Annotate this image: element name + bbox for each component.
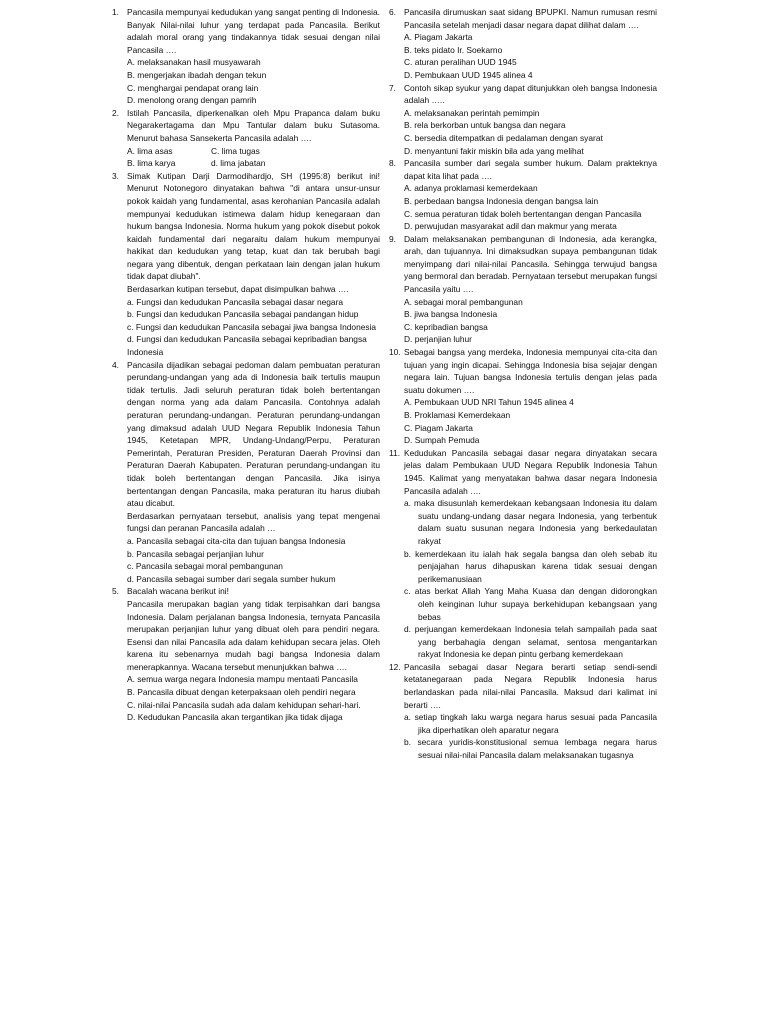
question-number: 12.: [389, 661, 401, 672]
answer-option: c. Pancasila sebagai moral pembangunan: [127, 561, 283, 572]
question-number: 5.: [112, 586, 119, 597]
answer-option: C. menghargai pendapat orang lain: [127, 82, 259, 93]
answer-option: A. lima asas: [127, 145, 173, 156]
question-stem: [404, 6, 657, 31]
question-stem: [404, 447, 657, 497]
answer-option: A. melaksanakan perintah pemimpin: [404, 107, 540, 118]
answer-option: a. setiap tingkah laku warga negara harus sesuai pada Pancasila jika diperhatikan oleh aparatur negara: [404, 712, 657, 735]
question-number: 4.: [112, 359, 119, 370]
question-text: Pancasila sumber dari segala sumber hukum. Dalam prakteknya dapat kita lihat pada ….: [404, 158, 657, 181]
answer-option: B. lima karya: [127, 158, 176, 169]
answer-option: A. Pembukaan UUD NRI Tahun 1945 alinea 4: [404, 397, 574, 408]
answer-option: b. Fungsi dan kedudukan Pancasila sebagai pandangan hidup: [127, 309, 359, 320]
question-text: Pancasila dijadikan sebagai pedoman dalam pembuatan peraturan perundang-undangan yang ada di Indonesia baik tertulis maupun tidak tertulis. Jadi seluruh peraturan tidak boleh bertentangan dengan norma yang ada dalam Pancasila. Contohnya adalah peraturan perundang-undangan. Peraturan perundang-undangan yang dimaksud adalah UUD Negara Republik Indonesia Tahun 1945, Ketetapan MPR, Undang-Undang/Perpu, Peraturan Pemerintah, Peraturan Presiden, Peraturan Daerah Provinsi dan Peraturan Daerah Kabupaten. Peraturan perundang-undangan itu tidak boleh bertentangan dengan Pancasila. Jika isinya bertentangan dengan Pancasila, maka peraturan itu harus diubah atau dicabut.: [127, 359, 380, 509]
answer-option: B. mengerjakan ibadah dengan tekun: [127, 69, 267, 80]
question-item: [112, 170, 380, 359]
question-item: [389, 346, 657, 447]
question-stem: [127, 107, 380, 145]
answer-option: A. Piagam Jakarta: [404, 32, 473, 43]
answer-option: B. jiwa bangsa Indonesia: [404, 309, 498, 320]
answer-option: a. Pancasila sebagai cita-cita dan tujuan bangsa Indonesia: [127, 535, 346, 546]
answer-option: A. semua warga negara Indonesia mampu mentaati Pancasila: [127, 674, 358, 685]
answer-option: C. lima tugas: [211, 145, 260, 156]
answer-option: a. maka disusunlah kemerdekaan kebangsaan Indonesia itu dalam suatu undang-undang dasar negara Indonesia, yang terbentuk dalam suatu susunan negara Indonesia yang berkedaulatan rakyat: [404, 498, 657, 546]
question-number: 10.: [389, 347, 401, 358]
question-stem: [404, 82, 657, 107]
answer-option: B. Pancasila dibuat dengan keterpaksaan oleh pendiri negara: [127, 687, 356, 698]
answer-option: C. Piagam Jakarta: [404, 422, 473, 433]
answer-option: A. adanya proklamasi kemerdekaan: [404, 183, 538, 194]
question-text: Istilah Pancasila, diperkenalkan oleh Mpu Prapanca dalam buku Negarakertagama dan Mpu Tantular dalam buku Sutasoma. Menurut bahasa Sansekerta Pancasila adalah ….: [127, 107, 380, 143]
answer-option: c. atas berkat Allah Yang Maha Kuasa dan dengan didorongkan oleh keinginan luhur supaya berkehidupan kebangsaan yang bebas: [404, 586, 657, 622]
question-item: [389, 82, 657, 158]
answer-option: D. Pembukaan UUD 1945 alinea 4: [404, 69, 533, 80]
question-number: 9.: [389, 233, 396, 244]
question-text: Berdasarkan pernyataan tersebut, analisis yang tepat mengenai fungsi dan peranan Pancasila adalah …: [127, 510, 380, 534]
answer-option: d. Fungsi dan kedudukan Pancasila sebagai kepribadian bangsa Indonesia: [127, 334, 367, 358]
question-item: [112, 6, 380, 107]
question-number: 7.: [389, 82, 396, 93]
question-stem: [404, 233, 657, 296]
question-item: [112, 359, 380, 586]
answer-option: D. perjanjian luhur: [404, 334, 472, 345]
answer-option: B. Proklamasi Kemerdekaan: [404, 410, 511, 420]
answer-option: C. nilai-nilai Pancasila sudah ada dalam kehidupan sehari-hari.: [127, 699, 361, 710]
right-column: [389, 6, 657, 762]
answer-option: B. teks pidato Ir. Soekarno: [404, 44, 503, 55]
question-number: 11.: [389, 447, 401, 458]
question-text: Contoh sikap syukur yang dapat ditunjukkan oleh bangsa Indonesia adalah …..: [404, 82, 657, 106]
question-text: Pancasila mempunyai kedudukan yang sangat penting di Indonesia. Banyak Nilai-nilai luhur yang terdapat pada Pancasila. Berikut adalah moral orang yang tindakannya tidak sesuai dengan nilai Pancasila ….: [127, 7, 380, 55]
question-item: [112, 107, 380, 170]
answer-option: C. aturan peralihan UUD 1945: [404, 57, 517, 68]
answer-option: a. Fungsi dan kedudukan Pancasila sebagai dasar negara: [127, 296, 344, 307]
answer-option: D. menolong orang dengan pamrih: [127, 95, 257, 106]
question-text: Pancasila sebagai dasar Negara berarti setiap sendi-sendi ketatanegaraan pada Negara Republik Indonesia harus berlandaskan pada nilai-nilai Pancasila. Maksud dari kalimat ini berarti ….: [404, 661, 657, 710]
answer-option: d. perjuangan kemerdekaan Indonesia telah sampailah pada saat yang berbahagia dengan selamat, sentosa mengantarkan rakyat Indonesia ke depan pintu gerbang kemerdekaan: [404, 624, 657, 660]
question-number: 3.: [112, 170, 119, 181]
answer-option: D. menyantuni fakir miskin bila ada yang melihat: [404, 145, 584, 156]
answer-option: C. kepribadian bangsa: [404, 321, 488, 332]
question-number: 6.: [389, 7, 396, 17]
answer-option: D. Kedudukan Pancasila akan tergantikan jika tidak dijaga: [127, 712, 343, 723]
question-text: Kedudukan Pancasila sebagai dasar negara dinyatakan secara jelas dalam Pembukaan UUD Negara Republik Indonesia Tahun 1945. Kalimat yang menyatakan bahwa dasar negara Indonesia Pancasila adalah ….: [404, 447, 657, 496]
question-number: 8.: [389, 158, 396, 169]
question-stem: [404, 346, 657, 396]
question-item: [389, 233, 657, 346]
answer-option: b. kemerdekaan itu ialah hak segala bangsa dan oleh sebab itu penjajahan harus dihapuskan karena tidak sesuai dengan perikemanusiaan: [404, 548, 657, 584]
question-text: Dalam melaksanakan pembangunan di Indonesia, ada kerangka, arah, dan tujuannya. Ini dimaksudkan supaya pembangunan tidak menyimpang dari nilai-nilai Pancasila. Sehingga terwujud bangsa yang bermoral dan beradab. Pernyataan tersebut merupakan fungsi Pancasila yaitu ….: [404, 233, 657, 295]
answer-option: c. Fungsi dan kedudukan Pancasila sebagai jiwa bangsa Indonesia: [127, 321, 377, 332]
question-number: 1.: [112, 7, 119, 17]
answer-option: d. lima jabatan: [211, 158, 266, 169]
question-text: Simak Kutipan Darji Darmodihardjo, SH (1995:8) berikut ini! Menurut Notonegoro dinyatakan bahwa "di antara unsur-unsur pokok kaidah yang fundamental, asas kerohanian Pancasila adalah mempunyai kedudukan istimewa dalam hidup kenegaraan dan hukum bangsa Indonesia. Norma hukum yang pokok disebut pokok kaidah fundamental dari negaraitu dalam hukum mempunyai hakikat dan kedudukan yang tetap, kuat dan tak berubah bagi negara yang dibentuk, dengan perkataan lain dengan jalan hukum tidak dapat diubah".: [127, 170, 380, 282]
question-stem: [127, 6, 380, 56]
question-text: Bacalah wacana berikut ini!: [127, 586, 229, 597]
left-column: [112, 6, 380, 724]
answer-option: D. perwujudan masyarakat adil dan makmur yang merata: [404, 221, 617, 232]
answer-option: A. melaksanakan hasil musyawarah: [127, 57, 261, 68]
question-stem: [127, 170, 380, 296]
answer-option: C. semua peraturan tidak boleh bertentangan dengan Pancasila: [404, 208, 642, 219]
question-item: [389, 447, 657, 661]
question-text: Pancasila dirumuskan saat sidang BPUPKI. Namun rumusan resmi Pancasila setelah menjadi dasar negara dapat dilihat dalam ….: [404, 7, 657, 30]
question-item: [389, 6, 657, 82]
answer-option: b. Pancasila sebagai perjanjian luhur: [127, 548, 264, 559]
question-stem: [127, 585, 380, 673]
question-text: Sebagai bangsa yang merdeka, Indonesia mempunyai cita-cita dan tujuan yang ingin dicapai. Sehingga Indonesia bisa sejajar dengan negara lain. Tujuan bangsa Indonesia tertulis dengan jelas pada suatu dokumen ….: [404, 347, 657, 395]
answer-option: D. Sumpah Pemuda: [404, 435, 480, 446]
question-stem: [404, 157, 657, 182]
answer-option-row: [127, 157, 380, 170]
question-number: 2.: [112, 107, 119, 118]
answer-option-row: [127, 145, 380, 158]
question-stem: [127, 359, 380, 535]
answer-option: B. rela berkorban untuk bangsa dan negara: [404, 120, 566, 131]
answer-option: d. Pancasila sebagai sumber dari segala sumber hukum: [127, 573, 336, 584]
answer-option: B. perbedaan bangsa Indonesia dengan bangsa lain: [404, 195, 599, 206]
question-item: [112, 585, 380, 724]
answer-option: A. sebagai moral pembangunan: [404, 296, 523, 307]
answer-option: b. secara yuridis-konstitusional semua lembaga negara harus sesuai nilai-nilai Pancasila dalam melaksanakan tugasnya: [404, 737, 657, 761]
question-text: Pancasila merupakan bagian yang tidak terpisahkan dari bangsa Indonesia. Dalam perjalanan bangsa Indonesia, ternyata Pancasila merupakan perjanjian luhur yang dibuat oleh para pendiri negara. Esensi dan nilai Pancasila ada dalam kehidupan secara jelas. Oleh karena itu sebenarnya mudah bagi bangsa Indonesia dalam menerapkannya. Wacana tersebut menunjukkan bahwa ….: [127, 598, 380, 672]
question-stem: [404, 661, 657, 711]
answer-option: C. bersedia ditempatkan di pedalaman dengan syarat: [404, 132, 603, 143]
question-text: Berdasarkan kutipan tersebut, dapat disimpulkan bahwa ….: [127, 284, 349, 295]
question-item: [389, 157, 657, 233]
question-item: [389, 661, 657, 762]
